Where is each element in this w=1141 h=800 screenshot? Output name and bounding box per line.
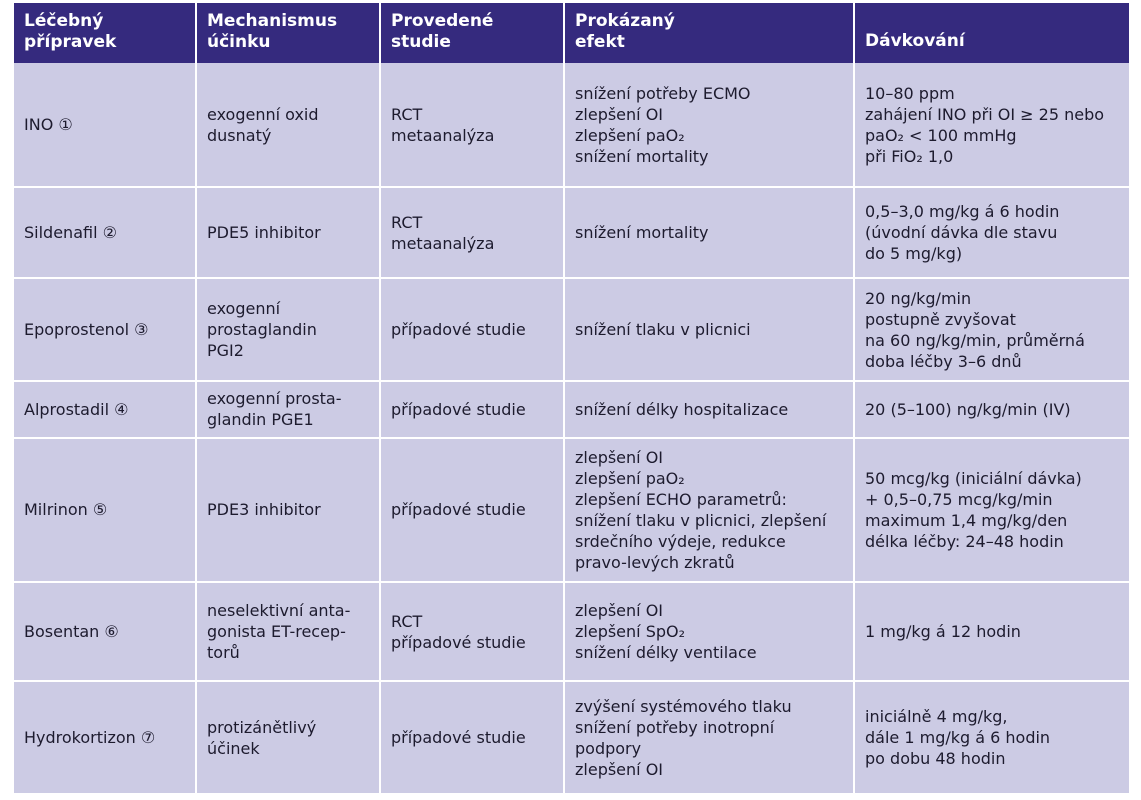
effect-line: zlepšení paO₂ bbox=[575, 468, 685, 488]
effect-line: zvýšení systémového tlaku bbox=[575, 696, 792, 716]
effect-line: snížení potřeby ECMO bbox=[575, 83, 751, 103]
mechanism-line: prostaglandin bbox=[207, 320, 317, 340]
dosage-cell bbox=[854, 278, 1129, 381]
mechanism-cell bbox=[196, 187, 380, 277]
studies-line: případové studie bbox=[391, 500, 526, 520]
dosage-line: na 60 ng/kg/min, průměrná bbox=[865, 330, 1085, 350]
dosage-line: 20 (5–100) ng/kg/min (IV) bbox=[865, 399, 1071, 419]
drug-cell: Milrinon ⑤ bbox=[14, 438, 196, 583]
studies-line: metaanalýza bbox=[391, 233, 495, 253]
header-mechanism: Mechanismus účinku bbox=[196, 3, 380, 63]
drug-table-container bbox=[14, 3, 1129, 795]
dosage-line: paO₂ < 100 mmHg bbox=[865, 125, 1017, 145]
studies-line: RCT bbox=[391, 104, 423, 124]
effect-cell bbox=[564, 278, 854, 381]
dosage-line: po dobu 48 hodin bbox=[865, 749, 1006, 769]
effect-cell bbox=[564, 681, 854, 794]
header-studies: Provedené studie bbox=[380, 3, 564, 63]
studies-cell bbox=[380, 681, 564, 794]
effect-line: zlepšení OI bbox=[575, 447, 664, 467]
effect-line: podpory bbox=[575, 738, 642, 758]
drug-cell: INO ① bbox=[14, 63, 196, 187]
effect-line: zlepšení OI bbox=[575, 601, 664, 621]
table-row bbox=[14, 381, 1129, 437]
table-header bbox=[14, 3, 1129, 63]
mechanism-cell bbox=[196, 582, 380, 681]
mechanism-cell bbox=[196, 681, 380, 794]
mechanism-line: gonista ET-recep- bbox=[207, 622, 346, 642]
dosage-line: (úvodní dávka dle stavu bbox=[865, 223, 1058, 243]
effect-line: srdečního výdeje, redukce bbox=[575, 531, 786, 551]
studies-cell bbox=[380, 278, 564, 381]
effect-line: zlepšení paO₂ bbox=[575, 125, 685, 145]
effect-cell bbox=[564, 438, 854, 583]
studies-line: RCT bbox=[391, 212, 423, 232]
studies-cell bbox=[380, 438, 564, 583]
effect-line: zlepšení OI bbox=[575, 759, 664, 779]
table-row bbox=[14, 438, 1129, 583]
mechanism-line: protizánětlivý bbox=[207, 717, 317, 737]
effect-line: snížení potřeby inotropní bbox=[575, 717, 775, 737]
studies-cell bbox=[380, 381, 564, 437]
effect-line: snížení mortality bbox=[575, 223, 709, 243]
dosage-line: + 0,5–0,75 mcg/kg/min bbox=[865, 489, 1053, 509]
table-row bbox=[14, 582, 1129, 681]
mechanism-cell bbox=[196, 63, 380, 187]
dosage-cell bbox=[854, 438, 1129, 583]
header-effect: Prokázaný efekt bbox=[564, 3, 854, 63]
dosage-line: postupně zvyšovat bbox=[865, 309, 1016, 329]
mechanism-line: torů bbox=[207, 643, 240, 663]
studies-line: případové studie bbox=[391, 399, 526, 419]
dosage-line: délka léčby: 24–48 hodin bbox=[865, 531, 1064, 551]
studies-line: případové studie bbox=[391, 632, 526, 652]
mechanism-cell bbox=[196, 381, 380, 437]
effect-line: pravo-levých zkratů bbox=[575, 552, 735, 572]
effect-cell bbox=[564, 63, 854, 187]
effect-line: snížení délky ventilace bbox=[575, 643, 757, 663]
studies-line: metaanalýza bbox=[391, 125, 495, 145]
effect-line: zlepšení ECHO parametrů: bbox=[575, 489, 787, 509]
dosage-cell bbox=[854, 681, 1129, 794]
studies-cell bbox=[380, 63, 564, 187]
mechanism-line: glandin PGE1 bbox=[207, 410, 314, 430]
header-row bbox=[14, 3, 1129, 63]
effect-line: snížení délky hospitalizace bbox=[575, 399, 789, 419]
drug-cell: Epoprostenol ③ bbox=[14, 278, 196, 381]
dosage-line: maximum 1,4 mg/kg/den bbox=[865, 510, 1068, 530]
dosage-cell bbox=[854, 582, 1129, 681]
dosage-line: dále 1 mg/kg á 6 hodin bbox=[865, 728, 1051, 748]
dosage-line: 0,5–3,0 mg/kg á 6 hodin bbox=[865, 202, 1060, 222]
mechanism-line: exogenní oxid bbox=[207, 104, 319, 124]
dosage-cell bbox=[854, 187, 1129, 277]
mechanism-line: exogenní prosta- bbox=[207, 389, 342, 409]
studies-line: případové studie bbox=[391, 728, 526, 748]
effect-line: snížení mortality bbox=[575, 146, 709, 166]
mechanism-cell bbox=[196, 278, 380, 381]
dosage-line: 10–80 ppm bbox=[865, 83, 955, 103]
effect-line: zlepšení OI bbox=[575, 104, 664, 124]
mechanism-line: účinek bbox=[207, 738, 260, 758]
table-row bbox=[14, 63, 1129, 187]
drug-cell: Alprostadil ④ bbox=[14, 381, 196, 437]
mechanism-cell bbox=[196, 438, 380, 583]
mechanism-line: dusnatý bbox=[207, 125, 272, 145]
dosage-line: do 5 mg/kg) bbox=[865, 244, 963, 264]
dosage-line: zahájení INO při OI ≥ 25 nebo bbox=[865, 104, 1105, 124]
studies-cell bbox=[380, 187, 564, 277]
table-body bbox=[14, 63, 1129, 794]
dosage-line: 1 mg/kg á 12 hodin bbox=[865, 622, 1021, 642]
table-row bbox=[14, 187, 1129, 277]
table-row bbox=[14, 681, 1129, 794]
mechanism-line: neselektivní anta- bbox=[207, 601, 351, 621]
effect-line: snížení tlaku v plicnici, zlepšení bbox=[575, 510, 827, 530]
drug-cell: Bosentan ⑥ bbox=[14, 582, 196, 681]
effect-cell bbox=[564, 582, 854, 681]
dosage-line: iniciálně 4 mg/kg, bbox=[865, 707, 1008, 727]
dosage-line: při FiO₂ 1,0 bbox=[865, 146, 954, 166]
mechanism-line: PDE5 inhibitor bbox=[207, 223, 321, 243]
effect-line: zlepšení SpO₂ bbox=[575, 622, 686, 642]
dosage-cell bbox=[854, 63, 1129, 187]
header-drug: Léčebný přípravek bbox=[14, 3, 196, 63]
mechanism-line: PGI2 bbox=[207, 341, 244, 361]
studies-cell bbox=[380, 582, 564, 681]
table-row bbox=[14, 278, 1129, 381]
header-dosage: Dávkování bbox=[854, 3, 1129, 63]
mechanism-line: PDE3 inhibitor bbox=[207, 500, 321, 520]
effect-cell bbox=[564, 381, 854, 437]
drug-table bbox=[14, 3, 1129, 795]
dosage-line: 50 mcg/kg (iniciální dávka) bbox=[865, 468, 1082, 488]
dosage-cell bbox=[854, 381, 1129, 437]
effect-line: snížení tlaku v plicnici bbox=[575, 320, 751, 340]
drug-cell: Sildenafil ② bbox=[14, 187, 196, 277]
studies-line: případové studie bbox=[391, 320, 526, 340]
dosage-line: doba léčby 3–6 dnů bbox=[865, 351, 1022, 371]
studies-line: RCT bbox=[391, 611, 423, 631]
drug-cell: Hydrokortizon ⑦ bbox=[14, 681, 196, 794]
dosage-line: 20 ng/kg/min bbox=[865, 288, 972, 308]
mechanism-line: exogenní bbox=[207, 299, 281, 319]
effect-cell bbox=[564, 187, 854, 277]
